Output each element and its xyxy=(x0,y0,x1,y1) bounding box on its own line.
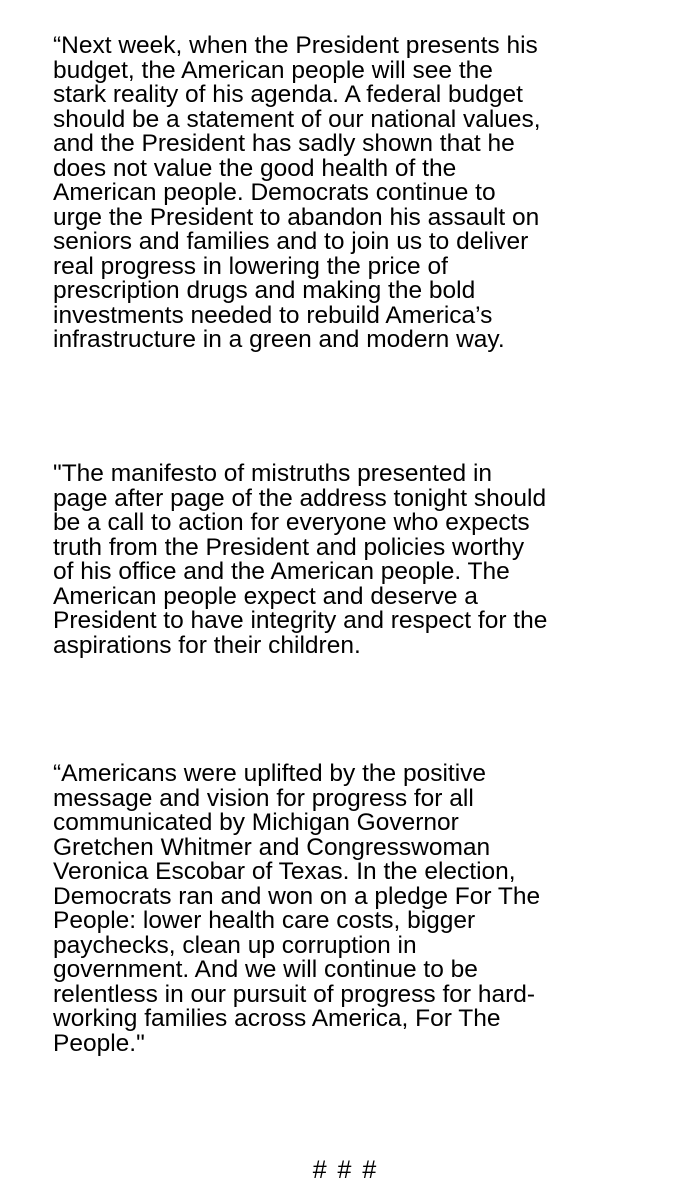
paragraph-budget xyxy=(53,34,678,353)
text-line: paychecks, clean up corruption in xyxy=(53,931,417,959)
text-line: should be a statement of our national values, xyxy=(53,105,541,133)
text-line: does not value the good health of the xyxy=(53,154,457,182)
text-line: be a call to action for everyone who expects xyxy=(53,509,530,536)
text-line: message and vision for progress for all xyxy=(53,784,474,812)
text-line: of his office and the American people. The xyxy=(53,558,510,585)
text-line: working families across America, For The xyxy=(53,1005,501,1032)
text-line: “Americans were uplifted by the positive xyxy=(53,760,487,787)
text-line: Democrats ran and won on a pledge For The xyxy=(53,882,541,910)
text-line: American people expect and deserve a xyxy=(53,582,478,610)
text-line: infrastructure in a green and modern way. xyxy=(53,326,505,353)
end-of-release-mark: # # # xyxy=(312,1156,379,1184)
text-line: aspirations for their children. xyxy=(53,631,361,659)
text-line: budget, the American people will see the xyxy=(53,56,493,84)
text-line: People: lower health care costs, bigger xyxy=(53,907,476,934)
text-line: relentless in our pursuit of progress for hard- xyxy=(53,980,536,1008)
text-line: investments needed to rebuild America’s xyxy=(53,301,493,329)
text-line: communicated by Michigan Governor xyxy=(53,809,459,836)
paragraph-americans-uplifted xyxy=(53,762,678,1056)
text-line: American people. Democrats continue to xyxy=(53,179,496,206)
text-line: Gretchen Whitmer and Congresswoman xyxy=(53,833,491,861)
text-line: seniors and families and to join us to deliver xyxy=(53,228,529,255)
text-line: Veronica Escobar of Texas. In the election, xyxy=(53,858,516,885)
text-line: government. And we will continue to be xyxy=(53,956,478,983)
text-line: and the President has sadly shown that he xyxy=(53,130,515,157)
paragraph-manifesto xyxy=(53,462,678,658)
text-line: “Next week, when the President presents his xyxy=(53,32,538,59)
text-line: "The manifesto of mistruths presented in xyxy=(53,460,493,487)
text-line: urge the President to abandon his assault on xyxy=(53,203,540,231)
text-line: stark reality of his agenda. A federal budget xyxy=(53,81,523,108)
text-line: President to have integrity and respect for the xyxy=(53,607,548,634)
text-line: real progress in lowering the price of xyxy=(53,252,448,280)
text-line: page after page of the address tonight should xyxy=(53,484,547,512)
text-line: truth from the President and policies worthy xyxy=(53,533,525,561)
text-line: People." xyxy=(53,1029,145,1057)
text-line: prescription drugs and making the bold xyxy=(53,277,476,304)
